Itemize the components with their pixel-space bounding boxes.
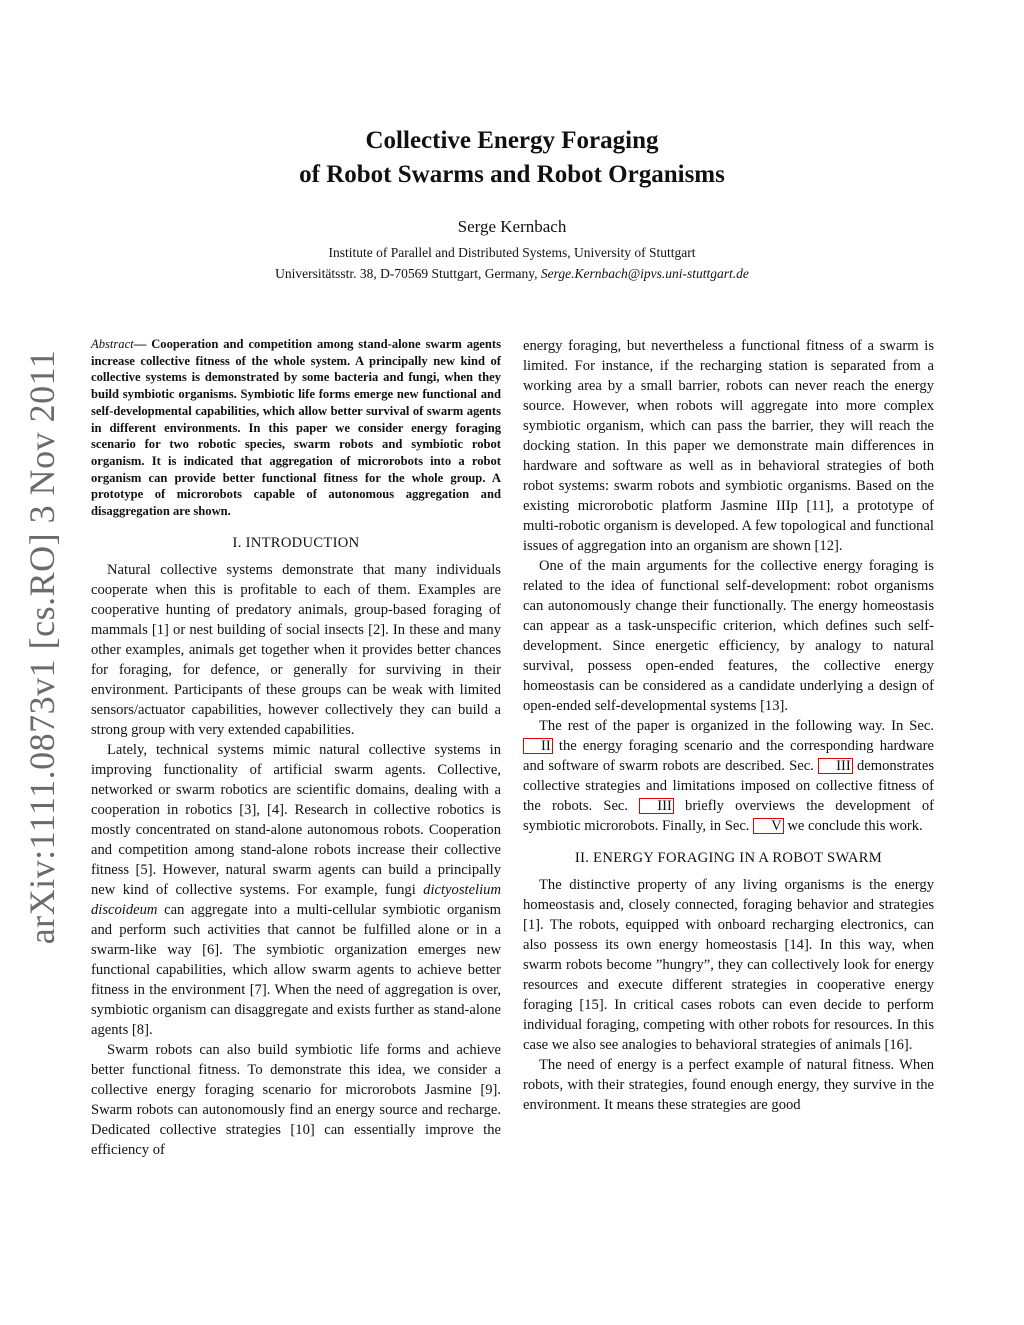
- right-column: [523, 336, 934, 1115]
- paper-title: [0, 124, 1024, 192]
- p5-text-1: The rest of the paper is organized in the following way. In Sec.: [539, 718, 934, 734]
- arxiv-side-stamp: [18, 349, 66, 945]
- section-link-iii-second[interactable]: III: [639, 798, 674, 814]
- intro-p2-part-a: Lately, technical systems mimic natural collective systems in improving functionality of artificial swarm agents. Collective, networked or swarm robotics are scientific domains, dealing with a cooperation in robotics [3], [4]. Research in collective robotics is mostly concentrated on stand-alone autonomous robots. Cooperation and competition among stand-alone robots increase their collective fitness [5]. However, natural swarm agents can build a principally new kind of collective systems. For example, fungi: [91, 741, 501, 898]
- intro-paragraph-1: Natural collective systems demonstrate that many individuals cooperate when this is profitable to each of them. Examples are cooperative hunting of predatory animals, group-based foraging of mammals [1] or nest building of social insects [2]. In these and many other examples, animals get together when it provides better chances for foraging, for defence, or generally for surviving in their environment. Participants of these groups can be weak with limited sensors/actuator capabilities, however collectively they can build a strong group with very extended capabilities.: [91, 561, 501, 738]
- foraging-paragraph-1: The distinctive property of any living organisms is the energy homeostasis and, closely connected, foraging behavior and strategies [1]. The robots, equipped with onboard recharging electronics, can also possess its own energy homeostasis [14]. In this way, when swarm robots become ”hungry”, they can collectively look for energy resources and execute different strategies in cooperative energy foraging [15]. In critical cases robots can even decide to perform individual foraging, competing with other robots for resources. In this case we also see analogies to behavioral strategies of animals [16].: [523, 877, 934, 1053]
- abstract-label: Abstract: [91, 337, 134, 351]
- section-link-ii[interactable]: II: [523, 738, 553, 754]
- intro-p2-part-b: can aggregate into a multi-cellular symbiotic organism and perform such activities that cannot be fulfilled alone or in a swarm-like way [6]. The symbiotic organization emerges new functional capabilities, which allow swarm agents to achieve better fitness in the environment [7]. When the need of aggregation is over, symbiotic organism can disaggregate and exists further as stand-alone agents [8].: [91, 901, 501, 1038]
- p5-text-2: the energy foraging scenario and the corresponding hardware and software of swarm robots are described. Sec.: [523, 738, 934, 774]
- section-heading-energy-foraging: II. ENERGY FORAGING IN A ROBOT SWARM: [574, 850, 883, 866]
- abstract-text: Cooperation and competition among stand-alone swarm agents increase collective fitness of the whole system. A principally new kind of collective systems is demonstrated by some bacteria and fungi, when they build symbiotic organisms. Symbiotic life forms emerge new functional and self-developmental capabilities, which allow better survival of swarm agents in different environments. In this paper we consider energy foraging scenario for two robotic species, swarm robots and symbiotic robot organism. It is indicated that aggregation of microrobots into a robot organism can provide better functional fitness for the whole group. A prototype of microrobots capable of autonomous aggregation and disaggregation are shown.: [91, 337, 501, 519]
- species-name: dictyostelium discoideum: [91, 881, 501, 918]
- p5-text-5: we conclude this work.: [787, 818, 923, 834]
- intro-paragraph-3-continued: energy foraging, but nevertheless a functional fitness of a swarm is limited. For instance, if the recharging station is separated from a working area by a small barrier, robots can never reach the energy source. However, when robots will aggregate into more complex symbiotic organism, which can pass the barrier, they will reach the docking station. In this paper we demonstrate main differences in hardware and software as well as in behavioral strategies of both robot systems: swarm robots and symbiotic organisms. Based on the existing microrobotic platform Jasmine IIIp [11], a prototype of multi-robotic organism is developed. A few topological and functional issues of aggregation into an organism are shown [12].: [523, 338, 934, 554]
- section-link-v[interactable]: V: [753, 818, 784, 834]
- left-column: [91, 336, 501, 1160]
- affiliation-institute: Institute of Parallel and Distributed Systems, University of Stuttgart: [328, 245, 696, 260]
- title-line-2: of Robot Swarms and Robot Organisms: [299, 161, 725, 188]
- section-link-iii[interactable]: III: [818, 758, 853, 774]
- p5-text-3: demonstrates collective strategies and limitations imposed on collective fitness of the robots. Sec.: [523, 758, 935, 814]
- address-text: Universitätsstr. 38, D-70569 Stuttgart, Germany,: [275, 266, 538, 281]
- foraging-paragraph-2: The need of energy is a perfect example of natural fitness. When robots, with their strategies, found enough energy, they survive in the environment. It means these strategies are good: [523, 1057, 934, 1113]
- abstract: [91, 336, 501, 520]
- intro-paragraph-2: [91, 740, 501, 1040]
- affiliation-address: [0, 266, 1024, 282]
- author-email: Serge.Kernbach@ipvs.uni-stuttgart.de: [540, 266, 749, 281]
- abstract-dash: —: [133, 337, 147, 351]
- arxiv-id: arXiv:1111.0873v1 [cs.RO] 3 Nov 2011: [22, 349, 62, 945]
- title-line-1: Collective Energy Foraging: [365, 127, 659, 154]
- intro-paragraph-4: One of the main arguments for the collective energy foraging is related to the idea of functional self-development: robot organisms can autonomously change their functionally. The energy homeostasis can appear as a task-unspecific criterion, which defines such self-development. Since energetic efficiency, by analogy to natural survival, possess open-ended features, the collective energy homeostasis can be considered as a candidate underlying a design of open-ended self-developmental systems [13].: [523, 558, 934, 714]
- author-name: Serge Kernbach: [457, 217, 567, 236]
- intro-paragraph-5: [523, 716, 934, 836]
- intro-paragraph-3: Swarm robots can also build symbiotic life forms and achieve better functional fitness. To demonstrate this idea, we consider a collective energy foraging scenario for microrobots Jasmine [9]. Swarm robots can autonomously find an energy source and recharge. Dedicated collective strategies [10] can essentially improve the efficiency of: [91, 1041, 501, 1158]
- p5-text-4: briefly overviews the development of symbiotic microrobots. Finally, in Sec.: [523, 798, 934, 834]
- section-heading-introduction: I. INTRODUCTION: [232, 534, 360, 551]
